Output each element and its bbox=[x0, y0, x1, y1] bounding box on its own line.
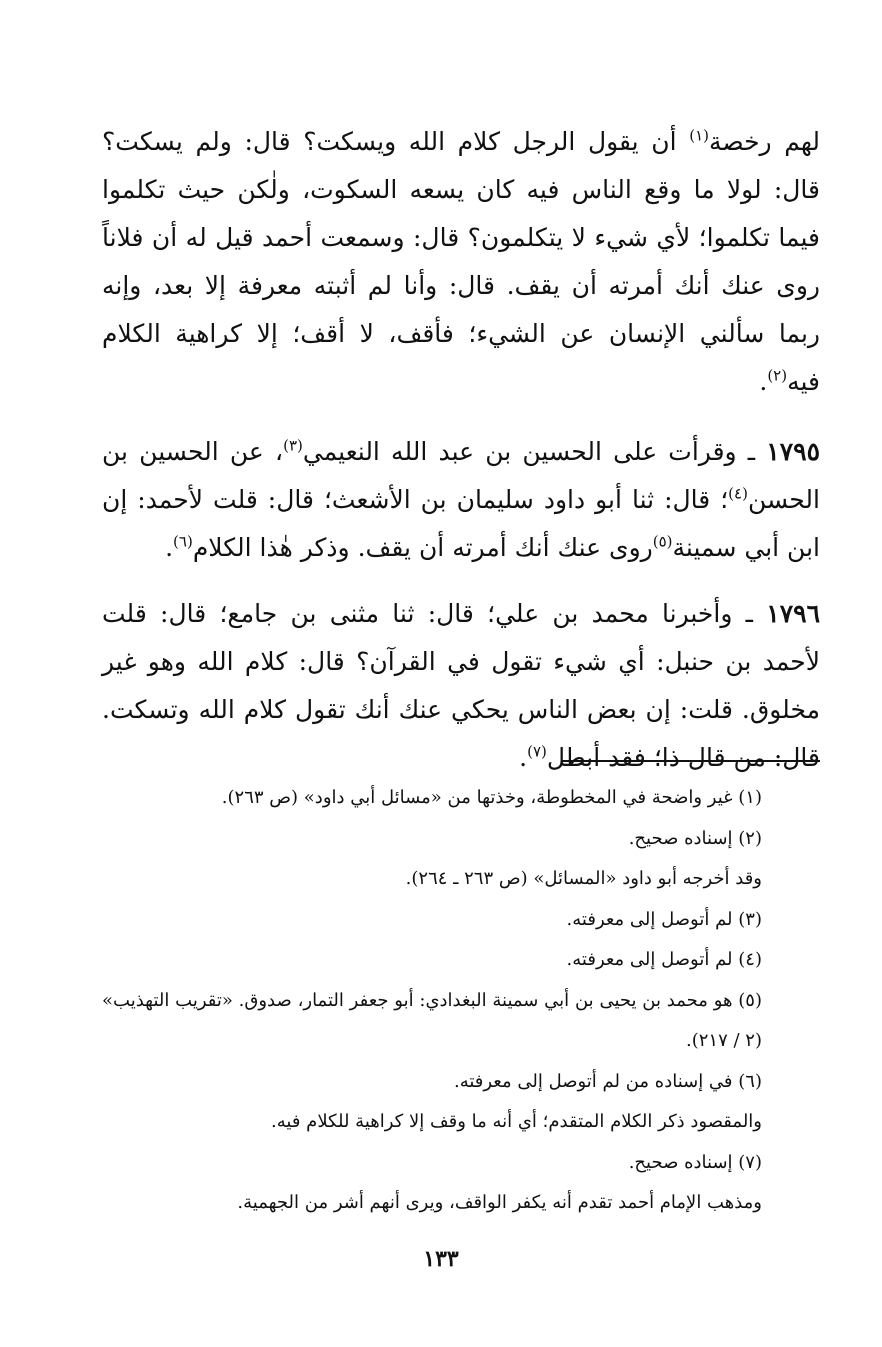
paragraph-text: . bbox=[759, 367, 768, 396]
footnote-7: (٧) إسناده صحيح. bbox=[628, 1151, 762, 1173]
footnote-separator bbox=[562, 760, 820, 762]
footnote-1: (١) غير واضحة في المخطوطة، وخذتها من «مسائل أبي داود» (ص ٢٦٣). bbox=[221, 787, 762, 808]
footnote-2: (٢) إسناده صحيح. bbox=[628, 827, 762, 849]
page-number: ١٣٣ bbox=[423, 1246, 459, 1272]
paragraph-text: روى عنك أنك أمرته أن يقف. وذكر هٰذا الكلام bbox=[192, 533, 653, 562]
main-text bbox=[102, 118, 820, 800]
footnote-3: (٣) لم أتوصل إلى معرفته. bbox=[566, 908, 762, 930]
paragraph-text: ـ وقرأت على الحسين بن عبد الله النعيمي bbox=[302, 437, 767, 466]
paragraph-text: ؛ قال: ثنا أبو داود سليمان بن الأشعث؛ قال: قلت لأحمد: إن ابن أبي سمينة bbox=[102, 485, 820, 562]
footnote-4: (٤) لم أتوصل إلى معرفته. bbox=[566, 949, 762, 970]
footnote-5: (٥) هو محمد بن يحيى بن أبي سمينة البغدادي: أبو جعفر التمار، صدوق. «تقريب التهذيب» (٢ / ٢١٧). bbox=[102, 989, 762, 1051]
paragraph-1795 bbox=[102, 428, 820, 572]
narration-number: ١٧٩٦ bbox=[766, 599, 820, 628]
paragraph-text: . bbox=[165, 533, 174, 562]
footnote-ref[interactable]: (٦) bbox=[173, 532, 193, 551]
paragraph-text: أن يقول الرجل كلام الله ويسكت؟ قال: ولم يسكت؟ قال: لولا ما وقع الناس فيه كان يسعه السكوت، ولٰكن حيث تكلموا فيما تكلموا؛ لأي شيء لا يتكلمون؟ قال: وسمعت أحمد قيل له أن فلاناً روى عنك أنك أمرته أن يقف. قال: وأنا لم أثبته معرفة إلا بعد، وإنه ربما سألني الإنسان عن الشيء؛ فأقف، لا أقف؛ إلا كراهية الكلام فيه bbox=[102, 127, 820, 396]
footnote-6: (٦) في إسناده من لم أتوصل إلى معرفته. bbox=[453, 1070, 762, 1092]
footnote-ref[interactable]: (١) bbox=[689, 126, 709, 145]
paragraph-1 bbox=[102, 118, 820, 406]
paragraph-text: لهم رخصة bbox=[708, 127, 820, 156]
footnote-ref[interactable]: (٧) bbox=[527, 742, 547, 761]
footnote-2-continuation: وقد أخرجه أبو داود «المسائل» (ص ٢٦٣ ـ ٢٦٤). bbox=[405, 868, 762, 889]
paragraph-text: . bbox=[519, 743, 528, 772]
paragraph-1796 bbox=[102, 590, 820, 782]
footnote-7-continuation: ومذهب الإمام أحمد تقدم أنه يكفر الواقف، ويرى أنهم أشر من الجهمية. bbox=[237, 1192, 762, 1213]
footnote-6-continuation: والمقصود ذكر الكلام المتقدم؛ أي أنه ما وقف إلا كراهية للكلام فيه. bbox=[271, 1111, 762, 1132]
footnote-ref[interactable]: (٣) bbox=[283, 436, 303, 455]
paragraph-text: ، عن الحسين بن الحسن bbox=[102, 437, 820, 514]
footnotes bbox=[102, 778, 820, 1224]
footnote-ref[interactable]: (٢) bbox=[767, 366, 788, 385]
footnote-ref[interactable]: (٥) bbox=[652, 532, 673, 551]
footnote-ref[interactable]: (٤) bbox=[728, 484, 748, 503]
paragraph-text: ـ وأخبرنا محمد بن علي؛ قال: ثنا مثنى بن جامع؛ قال: قلت لأحمد بن حنبل: أي شيء تقول في القرآن؟ قال: كلام الله وهو غير مخلوق. قلت: إن بعض الناس يحكي عنك أنك تقول كلام الله وتسكت. قال: من قال ذا؛ فقد أبطل bbox=[102, 599, 820, 772]
narration-number: ١٧٩٥ bbox=[766, 437, 820, 466]
